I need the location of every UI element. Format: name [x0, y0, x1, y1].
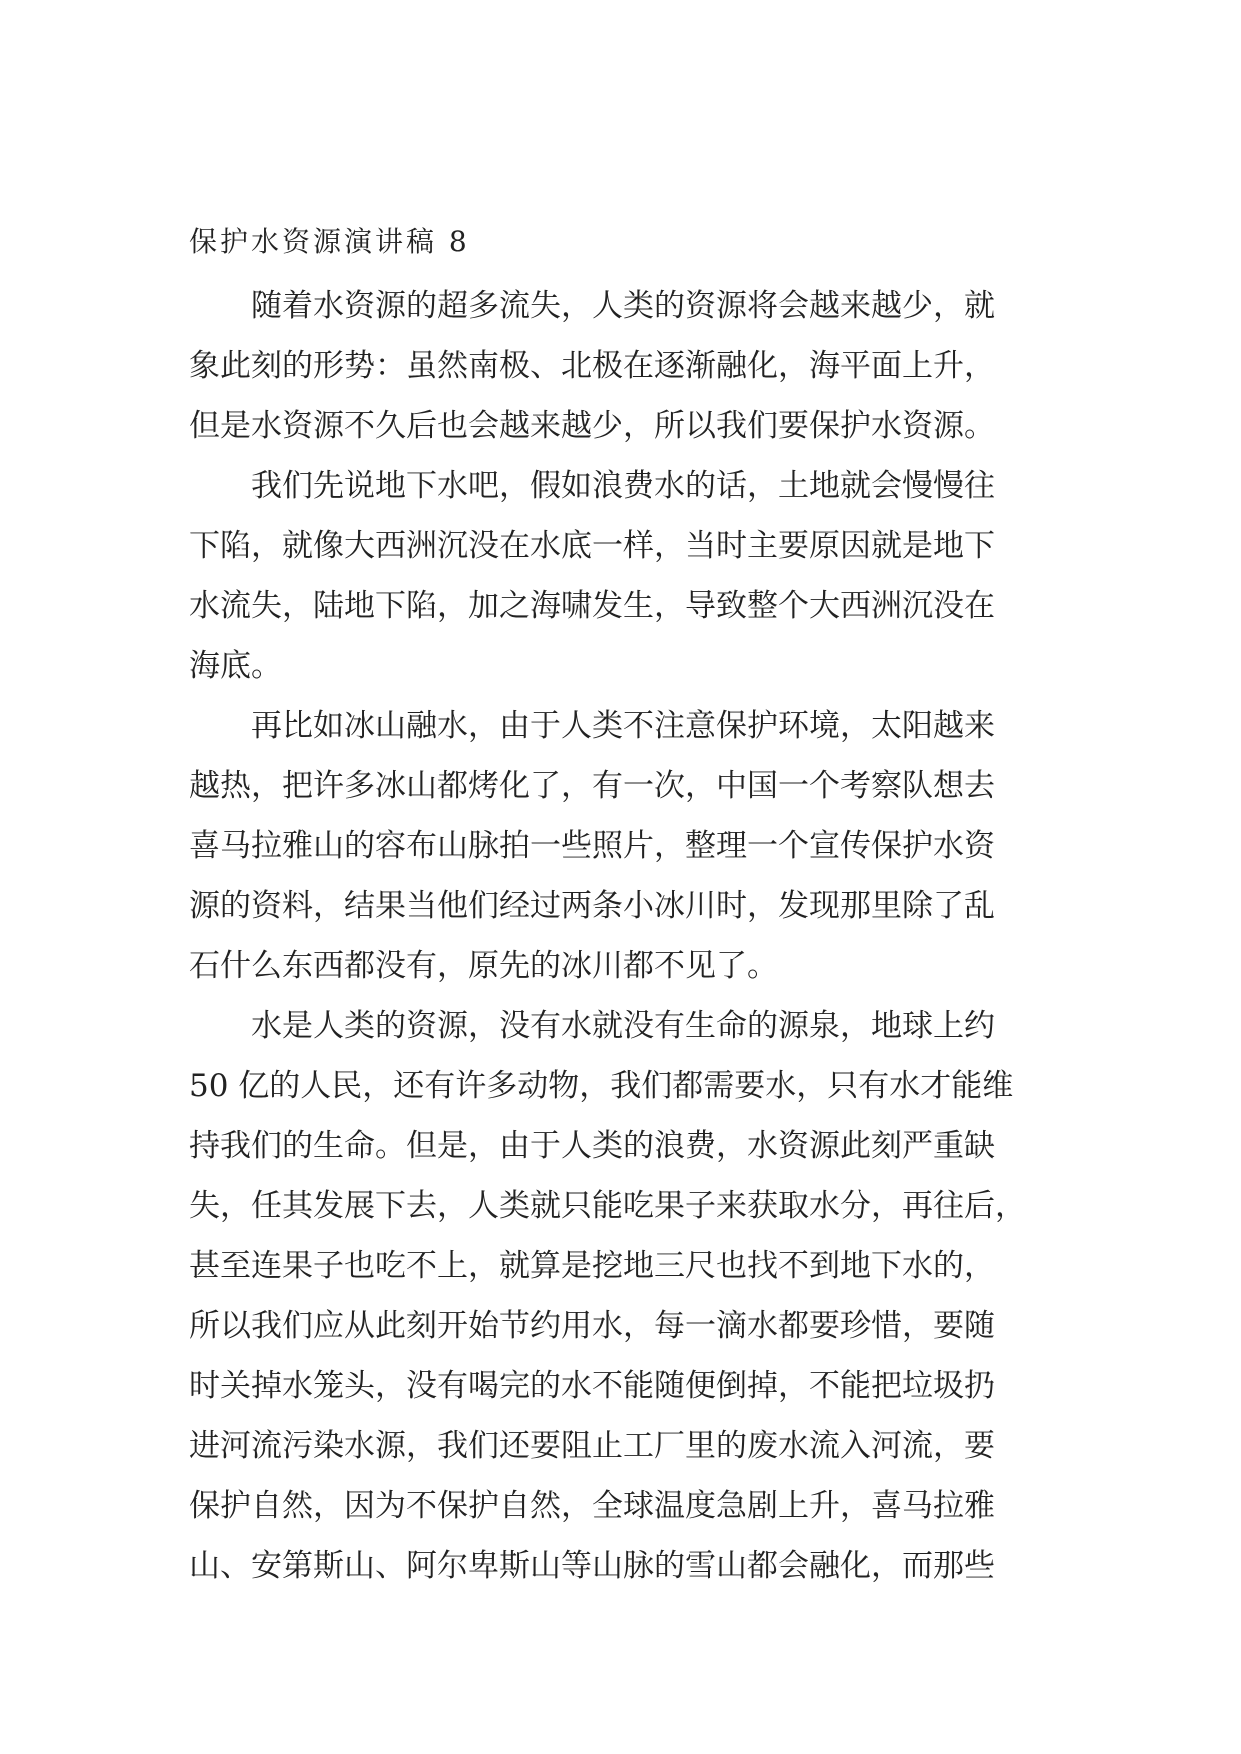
text-line: 水是人类的资源，没有水就没有生命的源泉，地球上约: [189, 1008, 995, 1044]
text-line: 喜马拉雅山的容布山脉拍一些照片，整理一个宣传保护水资: [189, 828, 995, 864]
text-line: 随着水资源的超多流失，人类的资源将会越来越少，就: [189, 288, 995, 324]
text-line: 保护自然，因为不保护自然，全球温度急剧上升，喜马拉雅: [189, 1488, 995, 1524]
text-line: 水流失，陆地下陷，加之海啸发生，导致整个大西洲沉没在: [189, 588, 995, 624]
text-line: 时关掉水笼头，没有喝完的水不能随便倒掉，不能把垃圾扔: [189, 1368, 995, 1404]
text-line: 海底。: [189, 648, 282, 684]
text-line: 我们先说地下水吧，假如浪费水的话，土地就会慢慢往: [189, 468, 995, 504]
text-line: 所以我们应从此刻开始节约用水，每一滴水都要珍惜，要随: [189, 1308, 995, 1344]
text-line: 50 亿的人民，还有许多动物，我们都需要水，只有水才能维: [189, 1068, 1014, 1104]
text-line: 越热，把许多冰山都烤化了，有一次，中国一个考察队想去: [189, 768, 995, 804]
document-title: 保护水资源演讲稿 8: [189, 225, 470, 258]
text-line: 下陷，就像大西洲沉没在水底一样，当时主要原因就是地下: [189, 528, 995, 564]
text-line: 失，任其发展下去，人类就只能吃果子来获取水分，再往后，: [189, 1188, 1026, 1224]
text-line: 再比如冰山融水，由于人类不注意保护环境，太阳越来: [189, 708, 995, 744]
text-line: 石什么东西都没有，原先的冰川都不见了。: [189, 948, 778, 984]
text-line: 进河流污染水源，我们还要阻止工厂里的废水流入河流，要: [189, 1428, 995, 1464]
text-line: 山、安第斯山、阿尔卑斯山等山脉的雪山都会融化，而那些: [189, 1548, 995, 1584]
text-line: 象此刻的形势：虽然南极、北极在逐渐融化，海平面上升，: [189, 348, 995, 384]
text-line: 源的资料，结果当他们经过两条小冰川时，发现那里除了乱: [189, 888, 995, 924]
text-line: 持我们的生命。但是，由于人类的浪费，水资源此刻严重缺: [189, 1128, 995, 1164]
text-line: 甚至连果子也吃不上，就算是挖地三尺也找不到地下水的，: [189, 1248, 995, 1284]
text-line: 但是水资源不久后也会越来越少，所以我们要保护水资源。: [189, 408, 995, 444]
